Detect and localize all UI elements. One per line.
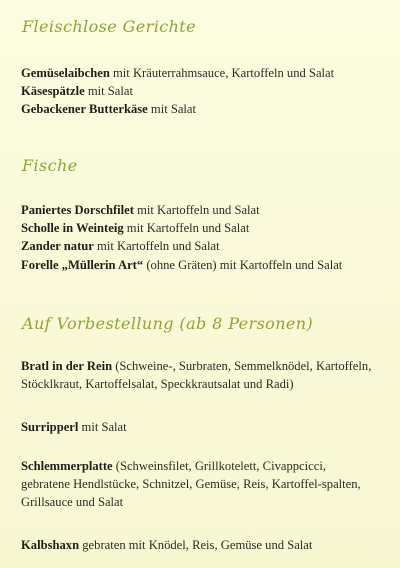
menu-item-name: Käsespätzle [21, 84, 85, 98]
menu-item-description: mit Kräuterrahmsauce, Kartoffeln und Salat [109, 66, 335, 80]
menu-item-description: mit Salat [147, 102, 197, 116]
menu-item-description: mit Kartoffeln und Salat [123, 221, 250, 235]
menu-item-gemueselaibchen [21, 64, 381, 82]
menu-item-name: Forelle „Müllerin Art“ [21, 258, 144, 272]
menu-item-description: (ohne Gräten) mit Kartoffeln und Salat [143, 258, 343, 272]
menu-item-description: (Schweinsfilet, Grillkotelett, Civappcicci, gebratene Hendlstücke, Schnitzel, Gemüse, Reis, Kartoffel-spalten, Grillsauce und Salat [21, 459, 361, 509]
menu-item-scholle-in-weinteig [21, 219, 381, 237]
menu-item-description: mit Kartoffeln und Salat [133, 203, 260, 217]
menu-item-description: (Schweine-, Surbraten, Semmelknödel, Kartoffeln, Stöcklkraut, Kartoffelsalat, Speckkrautsalat und Radi) [21, 359, 372, 391]
menu-item-bratl-in-der-rein [21, 357, 391, 393]
menu-item-paniertes-dorschfilet [21, 201, 381, 219]
menu-item-name: Scholle in Weinteig [21, 221, 124, 235]
menu-item-name: Schlemmerplatte [21, 459, 113, 473]
menu-item-name: Surripperl [21, 420, 79, 434]
menu-item-forelle-muellerin-art [21, 256, 381, 274]
menu-item-name: Kalbshaxn [21, 538, 80, 552]
menu-item-name: Gemüselaibchen [21, 66, 110, 80]
section-title-auf-vorbestellung: Auf Vorbestellung (ab 8 Personen) [22, 314, 314, 333]
section-title-fische: Fische [22, 156, 78, 175]
section-title-fleischlose-gerichte: Fleischlose Gerichte [22, 17, 196, 36]
menu-item-name: Bratl in der Rein [21, 359, 113, 373]
menu-item-description: mit Kartoffeln und Salat [93, 239, 220, 253]
menu-item-description: mit Salat [78, 420, 127, 434]
menu-item-surripperl [21, 418, 381, 436]
menu-item-name: Zander natur [21, 239, 94, 253]
menu-item-zander-natur [21, 237, 381, 255]
menu-item-name: Gebackener Butterkäse [21, 102, 148, 116]
menu-item-kaesespaetzle [21, 82, 381, 100]
menu-item-description: gebraten mit Knödel, Reis, Gemüse und Salat [79, 538, 313, 552]
menu-item-description: mit Salat [84, 84, 133, 98]
menu-item-schlemmerplatte [21, 457, 366, 511]
menu-item-gebackener-butterkaese [21, 100, 381, 118]
menu-item-kalbshaxn [21, 536, 381, 554]
menu-item-name: Paniertes Dorschfilet [21, 203, 134, 217]
